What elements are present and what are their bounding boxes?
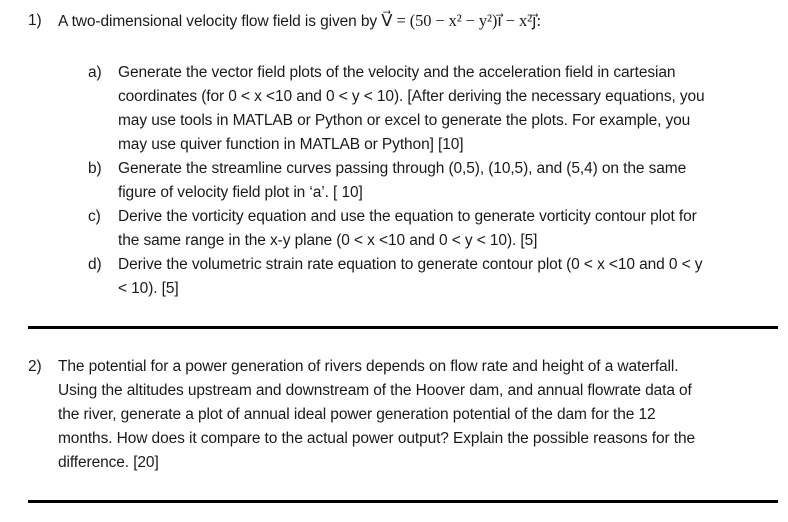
q1-intro-text: A two-dimensional velocity flow field is given by <box>58 13 378 30</box>
part-d-line-2: < 10). [5] <box>118 280 179 297</box>
part-b-label: b) <box>88 160 102 177</box>
part-c-line-2: the same range in the x-y plane (0 < x <10 and 0 < y < 10). [5] <box>118 232 538 249</box>
q2-line-1: The potential for a power generation of rivers depends on flow rate and height of a waterfall. <box>58 358 679 375</box>
q2-line-5: difference. [20] <box>58 454 159 471</box>
q1-velocity-equation: V⃗ = (50 − x² − y²)ı⃗ − x²ȷ⃗: <box>381 11 541 30</box>
part-c-label: c) <box>88 208 101 225</box>
section-divider-1 <box>28 326 778 329</box>
q2-number: 2) <box>28 358 42 375</box>
section-divider-2 <box>28 500 778 503</box>
part-d-label: d) <box>88 256 102 273</box>
part-a-line-2: coordinates (for 0 < x <10 and 0 < y < 10). [After deriving the necessary equations, you <box>118 88 705 105</box>
q1-intro <box>58 10 541 33</box>
q2-line-4: months. How does it compare to the actual power output? Explain the possible reasons for the <box>58 430 696 447</box>
part-b-line-2: figure of velocity field plot in ‘a’. [ 10] <box>118 184 363 201</box>
q2-line-2: Using the altitudes upstream and downstream of the Hoover dam, and annual flowrate data of <box>58 382 692 399</box>
part-a-line-4: may use quiver function in MATLAB or Python] [10] <box>118 136 464 153</box>
q1-number: 1) <box>28 12 42 29</box>
part-a-label: a) <box>88 64 102 81</box>
part-a-line-1: Generate the vector field plots of the velocity and the acceleration field in cartesian <box>118 64 676 81</box>
part-b-line-1: Generate the streamline curves passing through (0,5), (10,5), and (5,4) on the same <box>118 160 687 177</box>
part-a-line-3: may use tools in MATLAB or Python or excel to generate the plots. For example, you <box>118 112 691 129</box>
part-d-line-1: Derive the volumetric strain rate equation to generate contour plot (0 < x <10 and 0 < y <box>118 256 703 273</box>
q2-line-3: the river, generate a plot of annual ideal power generation potential of the dam for the 12 <box>58 406 656 423</box>
part-c-line-1: Derive the vorticity equation and use the equation to generate vorticity contour plot for <box>118 208 697 225</box>
